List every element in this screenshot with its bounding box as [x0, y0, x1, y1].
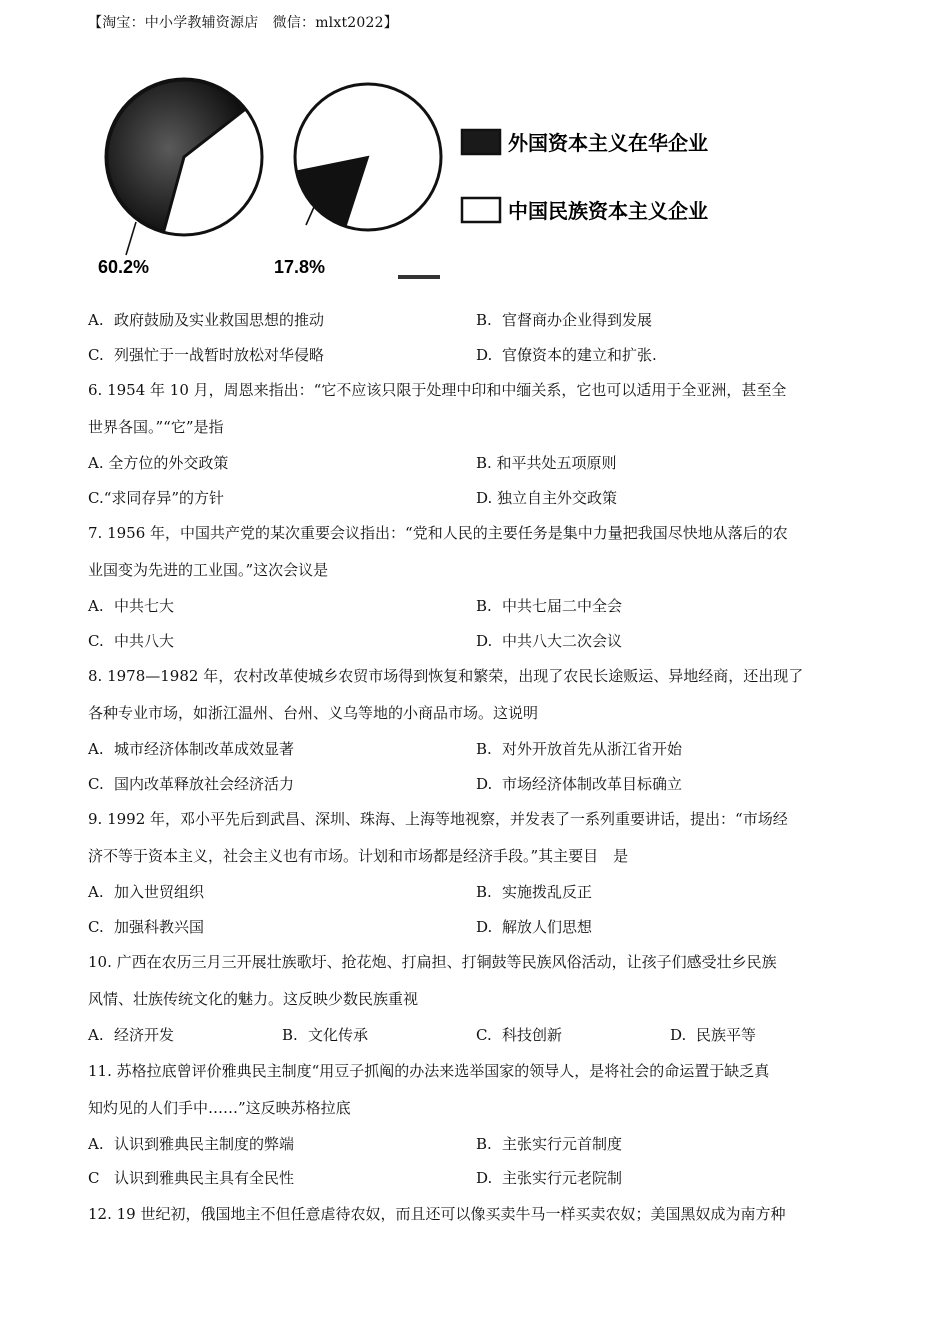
- pie-chart-svg: [96, 70, 736, 285]
- prev-option-c[interactable]: C. 列强忙于一战暂时放松对华侵略: [88, 345, 325, 364]
- legend-swatch-foreign: [462, 130, 500, 154]
- question-10-option-d[interactable]: D. 民族平等: [670, 1026, 757, 1044]
- question-8-options-row-1: [88, 732, 868, 767]
- question-11-options-row-1: [88, 1127, 868, 1162]
- question-11-option-b[interactable]: B. 主张实行元首制度: [476, 1134, 623, 1153]
- question-7-stem: 7. 1956 年，中国共产党的某次重要会议指出：“党和人民的主要任务是集中力量把我国尽快地从落后的农 业国变为先进的工业国。”这次会议是: [88, 524, 788, 579]
- question-10-option-a[interactable]: A. 经济开发: [88, 1026, 175, 1044]
- legend-label-foreign: 外国资本主义在华企业: [508, 131, 708, 155]
- question-10-stem: 10. 广西在农历三月三开展壮族歌圩、抢花炮、打扁担、打铜鼓等民族风俗活动，让孩子们感受壮乡民族 风情、壮族传统文化的魅力。这反映少数民族重视: [88, 953, 777, 1008]
- question-6-stem: 6. 1954 年 10 月，周恩来指出：“它不应该只限于处理中印和中缅关系，它也可以适用于全亚洲，甚至全 世界各国。”“它”是指: [88, 381, 787, 436]
- question-8-stem: 8. 1978—1982 年，农村改革使城乡农贸市场得到恢复和繁荣，出现了农民长途贩运、异地经商，还出现了 各种专业市场，如浙江温州、台州、义乌等地的小商品市场。这说明: [88, 667, 804, 722]
- question-6-options-row-2: [88, 481, 868, 516]
- question-10-options-row: [88, 1018, 868, 1053]
- question-8-options-row-2: [88, 767, 868, 802]
- question-7-options-row-2: [88, 624, 868, 659]
- question-7-option-d[interactable]: D. 中共八大二次会议: [476, 631, 623, 650]
- prev-option-b[interactable]: B. 官督商办企业得到发展: [476, 311, 653, 329]
- pie-2-label: 17.8%: [274, 257, 326, 277]
- prev-option-a[interactable]: A. 政府鼓励及实业救国思想的推动: [88, 311, 325, 329]
- pie-chart-figure: [96, 70, 736, 285]
- question-7-option-a[interactable]: A. 中共七大: [88, 597, 175, 615]
- question-8-option-d[interactable]: D. 市场经济体制改革目标确立: [476, 774, 683, 793]
- legend: [462, 130, 708, 223]
- question-6-option-d[interactable]: D. 独立自主外交政策: [476, 488, 618, 507]
- prev-options-row-2: [88, 338, 868, 373]
- prev-options-row-1: [88, 303, 868, 338]
- question-9-options-row-1: [88, 875, 868, 910]
- legend-swatch-national: [462, 198, 500, 222]
- question-8-option-c[interactable]: C. 国内改革释放社会经济活力: [88, 774, 295, 793]
- question-12-stem: 12. 19 世纪初，俄国地主不但任意虐待农奴，而且还可以像买卖牛马一样买卖农奴；美国黑奴成为南方种: [88, 1204, 786, 1223]
- legend-label-national: 中国民族资本主义企业: [508, 199, 708, 223]
- question-content: [88, 303, 868, 1233]
- question-6-options-row-1: [88, 446, 868, 481]
- question-10-option-b[interactable]: B. 文化传承: [282, 1026, 369, 1044]
- question-9-stem: 9. 1992 年，邓小平先后到武昌、深圳、珠海、上海等地视察，并发表了一系列重要讲话，提出：“市场经 济不等于资本主义，社会主义也有市场。计划和市场都是经济手段。”其主要目 是: [88, 810, 788, 865]
- question-10-option-c[interactable]: C. 科技创新: [476, 1026, 563, 1044]
- pie-1: [98, 79, 262, 277]
- question-6-option-c[interactable]: C.“求同存异”的方针: [88, 488, 225, 507]
- question-6-option-a[interactable]: A. 全方位的外交政策: [88, 454, 229, 472]
- question-6-option-b[interactable]: B. 和平共处五项原则: [476, 454, 617, 472]
- prev-option-d[interactable]: D. 官僚资本的建立和扩张.: [476, 345, 657, 364]
- question-9-option-d[interactable]: D. 解放人们思想: [476, 917, 593, 936]
- question-8-option-a[interactable]: A. 城市经济体制改革成效显著: [88, 740, 295, 758]
- question-7-option-b[interactable]: B. 中共七届二中全会: [476, 597, 623, 615]
- question-11-option-c[interactable]: C 认识到雅典民主具有全民性: [88, 1169, 295, 1187]
- question-11-options-row-2: [88, 1161, 868, 1196]
- question-11-option-a[interactable]: A. 认识到雅典民主制度的弊端: [88, 1134, 295, 1153]
- question-7-options-row-1: [88, 589, 868, 624]
- pie-2: [274, 84, 441, 277]
- pie-1-leader-line: [126, 222, 136, 255]
- question-11-stem: 11. 苏格拉底曾评价雅典民主制度“用豆子抓阄的办法来选举国家的领导人，是将社会的命运置于缺乏真 知灼见的人们手中……”这反映苏格拉底: [88, 1061, 770, 1117]
- question-9-options-row-2: [88, 910, 868, 945]
- question-9-option-c[interactable]: C. 加强科教兴国: [88, 917, 205, 936]
- question-8-option-b[interactable]: B. 对外开放首先从浙江省开始: [476, 740, 683, 758]
- page-header: 【淘宝：中小学教辅资源店 微信：mlxt2022】: [88, 15, 398, 31]
- pie-1-label: 60.2%: [98, 257, 150, 277]
- question-9-option-b[interactable]: B. 实施拨乱反正: [476, 883, 593, 901]
- question-9-option-a[interactable]: A. 加入世贸组织: [88, 883, 205, 901]
- question-11-option-d[interactable]: D. 主张实行元老院制: [476, 1169, 623, 1187]
- figure-artifact-mark: [398, 275, 440, 279]
- question-7-option-c[interactable]: C. 中共八大: [88, 631, 175, 650]
